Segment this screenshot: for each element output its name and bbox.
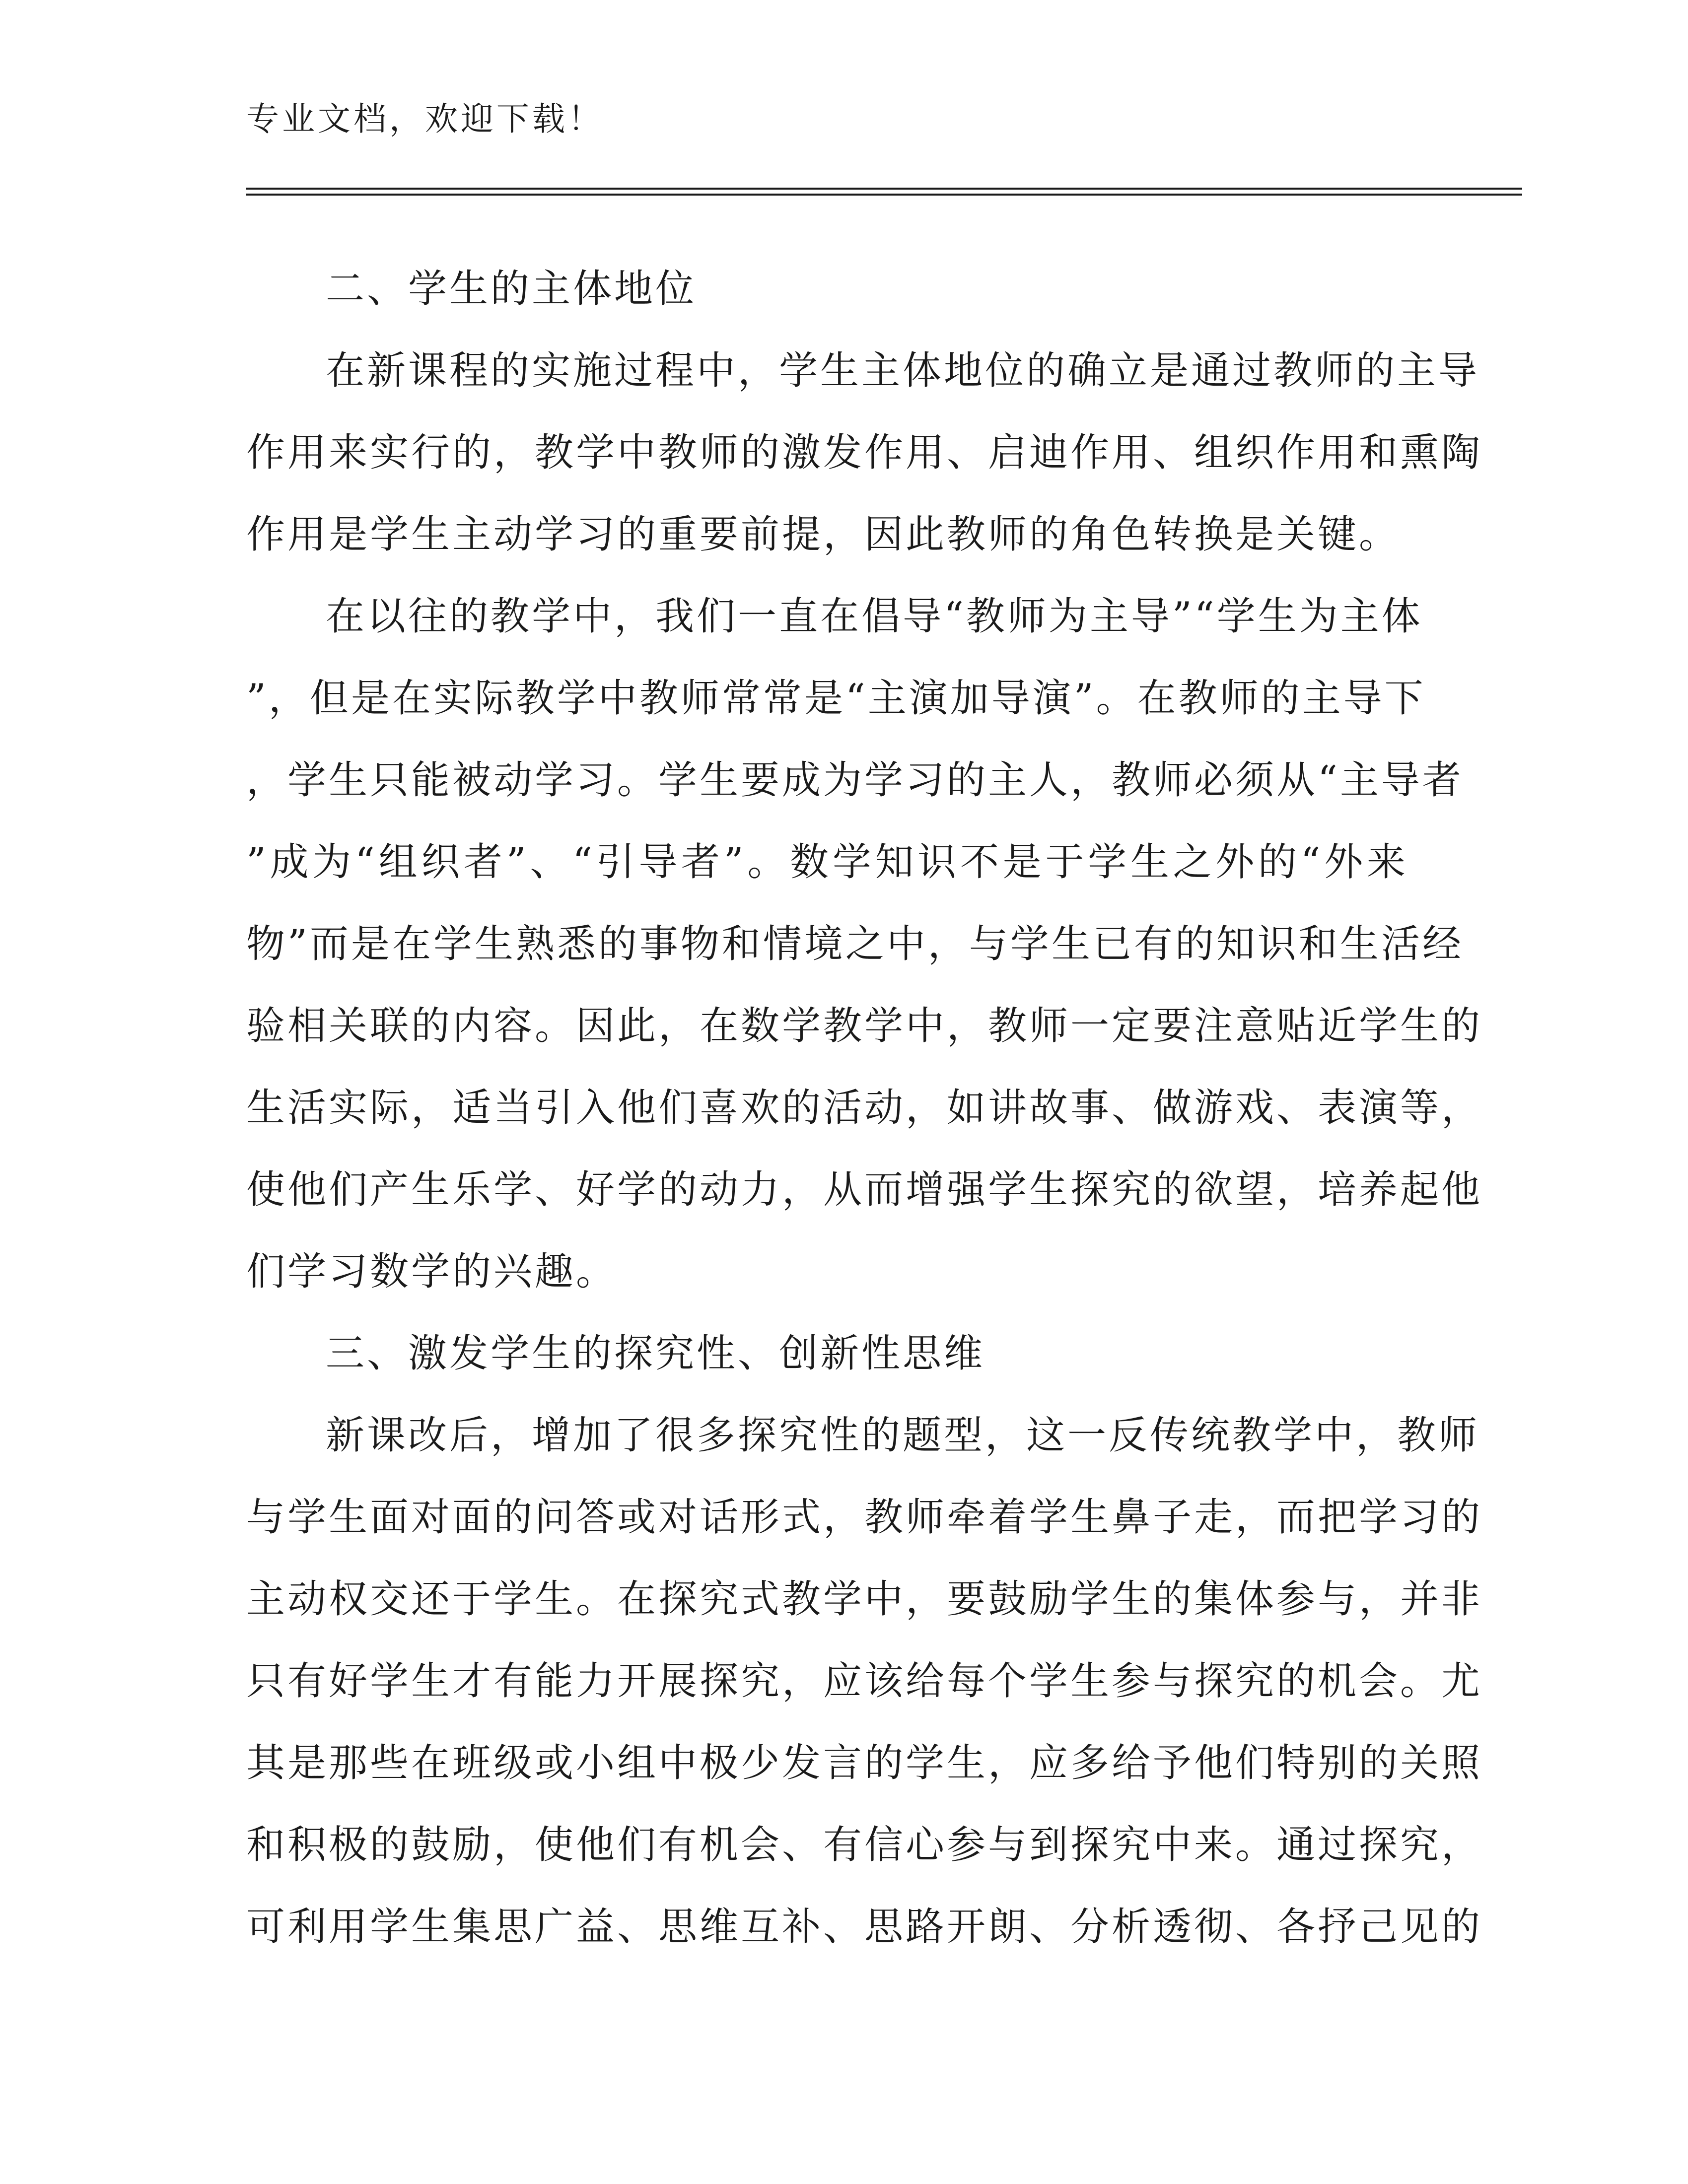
header-rule-top — [246, 188, 1522, 190]
paragraph-line: 生活实际，适当引入他们喜欢的活动，如讲故事、做游戏、表演等， — [246, 1086, 1483, 1130]
paragraph-line: 物”而是在学生熟悉的事物和情境之中，与学生已有的知识和生活经 — [246, 922, 1464, 966]
paragraph-line: 在新课程的实施过程中，学生主体地位的确立是通过教师的主导 — [326, 348, 1480, 393]
paragraph-line: 使他们产生乐学、好学的动力，从而增强学生探究的欲望，培养起他 — [246, 1167, 1483, 1212]
paragraph-line: 作用是学生主动学习的重要前提，因此教师的角色转换是关键。 — [246, 512, 1401, 557]
document-body — [246, 248, 1483, 1968]
section-heading-2: 二、学生的主体地位 — [326, 267, 697, 311]
header-rule-bottom — [246, 194, 1522, 196]
paragraph-line: 其是那些在班级或小组中极少发言的学生，应多给予他们特别的关照 — [246, 1741, 1483, 1785]
paragraph-line: ，学生只能被动学习。学生要成为学习的主人，教师必须从“主导者 — [246, 758, 1464, 803]
paragraph-line: 在以往的教学中，我们一直在倡导“教师为主导”“学生为主体 — [326, 594, 1423, 639]
paragraph-line: ”，但是在实际教学中教师常常是“主演加导演”。在教师的主导下 — [246, 676, 1426, 721]
page-header: 专业文档，欢迎下载！ — [246, 100, 604, 138]
section-heading-3: 三、激发学生的探究性、创新性思维 — [326, 1331, 985, 1376]
paragraph-line: 作用来实行的，教学中教师的激发作用、启迪作用、组织作用和熏陶 — [246, 430, 1483, 475]
paragraph-line: 与学生面对面的问答或对话形式，教师牵着学生鼻子走，而把学习的 — [246, 1495, 1483, 1540]
paragraph-line: 可利用学生集思广益、思维互补、思路开朗、分析透彻、各抒己见的 — [246, 1905, 1483, 1949]
paragraph-line: 主动权交还于学生。在探究式教学中，要鼓励学生的集体参与，并非 — [246, 1577, 1483, 1622]
paragraph-line: 只有好学生才有能力开展探究，应该给每个学生参与探究的机会。尤 — [246, 1659, 1483, 1704]
paragraph-line: 验相关联的内容。因此，在数学教学中，教师一定要注意贴近学生的 — [246, 1004, 1483, 1048]
paragraph-line: 新课改后，增加了很多探究性的题型，这一反传统教学中，教师 — [326, 1413, 1480, 1458]
paragraph-line: ”成为“组织者”、“引导者”。数学知识不是于学生之外的“外来 — [246, 840, 1408, 885]
paragraph-line: 和积极的鼓励，使他们有机会、有信心参与到探究中来。通过探究， — [246, 1823, 1483, 1867]
paragraph-line: 们学习数学的兴趣。 — [246, 1249, 618, 1294]
